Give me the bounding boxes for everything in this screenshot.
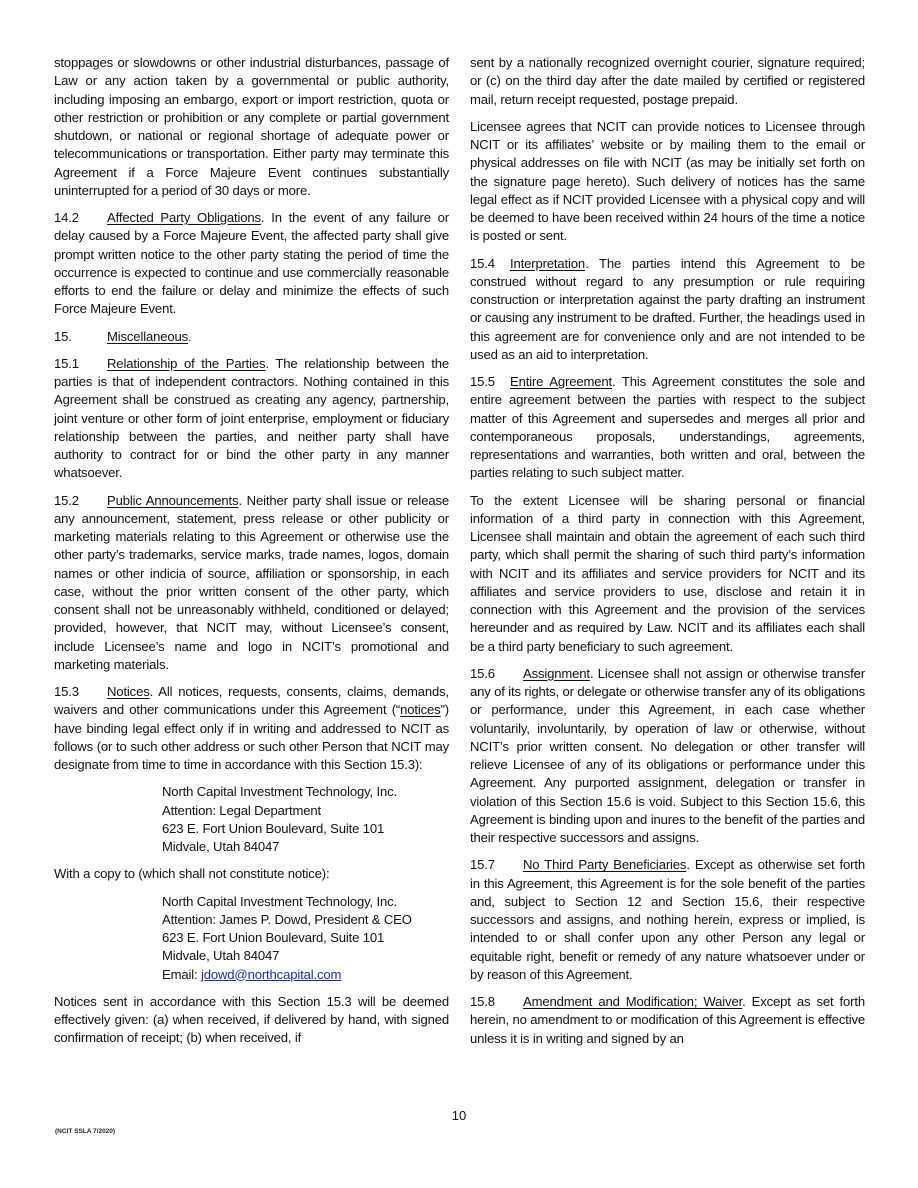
section-14-2 — [54, 209, 449, 319]
section-number: 15. — [54, 328, 72, 344]
section-body-continued: ”) have binding legal effect only if in writing and addressed to NCIT as follows (or to such other address or such other Person that NCIT may designate from time to time in accordance with this Section 15.3): — [54, 702, 449, 772]
section-number: 14.2 — [54, 210, 79, 225]
section-15-3 — [54, 683, 449, 774]
copy-to-line: With a copy to (which shall not constitute notice): — [54, 866, 330, 882]
address-line: Attention: Legal Department — [162, 802, 321, 818]
address-line: Attention: James P. Dowd, President & CEO — [162, 911, 412, 927]
email-label: Email: — [162, 966, 201, 982]
section-number: 15.7 — [470, 857, 495, 873]
section-heading: No Third Party Beneficiaries — [523, 857, 687, 873]
section-body: . All notices, requests, consents, claims, demands, waivers and other communications under this Agreement (“ — [54, 684, 449, 718]
paragraph-notices-sent: Notices sent in accordance with this Section 15.3 will be deemed effectively given: (a) when received, if delivered by hand, with signed confirmation of receipt; (b) when received, if — [54, 993, 449, 1046]
address-block-ceo — [162, 893, 449, 984]
section-number: 15.1 — [54, 355, 79, 371]
section-15-4 — [470, 255, 865, 365]
section-body: . The parties intend this Agreement to be construed without regard to any presumption or rule requiring construction or interpretation against the party drafting an instrument or causing any instrument to be drafted. Further, the headings used in this agreement are for convenience only and are not intended to be used as an aid to interpretation. — [470, 255, 865, 362]
section-15-8 — [470, 993, 865, 1048]
left-column — [54, 54, 449, 1057]
section-body: . The relationship between the parties is that of independent contractors. Nothing contained in this Agreement shall be construed as creating any agency, partnership, joint venture or other form of joint enterprise, employment or fiduciary relationship between the parties, and neither party shall have authority to contract for or bind the other party in any manner whatsoever. — [54, 355, 449, 481]
section-body: . Licensee shall not assign or otherwise transfer any of its rights, or delegate or otherwise transfer any of its obligations or performance, under this Agreement, in each case whether voluntarily, involuntarily, by operation of law or otherwise, without NCIT’s prior written consent. No delegation or other transfer will relieve Licensee of any of its obligations or performance under this Agreement. Any purported assignment, delegation or transfer in violation of this Section 15.6 is void. Subject to this Section 15.6, this Agreement is binding upon and inures to the benefit of the parties and their respective successors and assigns. — [470, 665, 865, 845]
section-body: . Except as otherwise set forth in this Agreement, this Agreement is for the sole benefit of the parties and, subject to Section 12 and Section 15.6, their respective successors and assigns, and nothing herein, express or implied, is intended to or shall confer upon any other Person any legal or equitable right, benefit or remedy of any nature whatsoever under or by reason of this Agreement. — [470, 857, 865, 982]
section-15-1 — [54, 355, 449, 483]
address-line: North Capital Investment Technology, Inc. — [162, 893, 397, 909]
section-body: . Except as set forth herein, no amendment to or modification of this Agreement is effective unless it is in writing and signed by an — [470, 994, 865, 1046]
section-15-6 — [470, 665, 865, 848]
section-heading: Assignment — [523, 665, 590, 681]
section-heading: Public Announcements — [107, 492, 239, 508]
section-heading: Amendment and Modification; Waiver — [523, 994, 743, 1009]
section-15-5 — [470, 373, 865, 483]
section-body: . This Agreement constitutes the sole and entire agreement between the parties with respect to the subject matter of this Agreement and supersedes and merges all prior and contemporaneous proposals, understandings, agreements, representations and warranties, both written and oral, between the parties relating to such subject matter. — [470, 374, 865, 481]
section-heading: Entire Agreement — [510, 374, 612, 389]
paragraph-licensee-agrees: Licensee agrees that NCIT can provide notices to Licensee through NCIT or its affiliates’ website or by mailing them to the email or physical addresses on file with NCIT (as may be initially set forth on the signature page hereto). Such delivery of notices has the same legal effect as if NCIT provided Licensee with a physical copy and will be deemed to have been received within 24 hours of the time a notice is posted or sent. — [470, 118, 865, 244]
address-line: 623 E. Fort Union Boulevard, Suite 101 — [162, 820, 385, 836]
address-block-legal — [162, 783, 449, 856]
section-number: 15.8 — [470, 994, 495, 1009]
section-number: 15.4 — [470, 255, 495, 271]
section-number: 15.2 — [54, 492, 79, 508]
email-line — [162, 966, 449, 984]
paragraph-force-majeure-continued: stoppages or slowdowns or other industrial disturbances, passage of Law or any action taken by a governmental or public authority, including imposing an embargo, export or import restriction, quota or other restriction or prohibition or any complete or partial government shutdown, or national or regional shortage of adequate power or telecommunications or transportation. Either party may terminate this Agreement if a Force Majeure Event continues substantially uninterrupted for a period of 30 days or more. — [54, 55, 449, 198]
section-number: 15.5 — [470, 374, 495, 389]
section-body: . In the event of any failure or delay caused by a Force Majeure Event, the affected party shall give prompt written notice to the other party stating the period of time the occurrence is expected to continue and use commercially reasonable efforts to end the failure or delay and minimize the effects of such Force Majeure Event. — [54, 210, 449, 317]
email-link[interactable]: jdowd@northcapital.com — [200, 966, 342, 982]
section-15-2 — [54, 492, 449, 675]
section-15-7 — [470, 856, 865, 984]
address-line: Midvale, Utah 84047 — [162, 839, 280, 854]
address-line: North Capital Investment Technology, Inc. — [162, 784, 397, 800]
paragraph-third-party-info: To the extent Licensee will be sharing personal or financial information of a third party in connection with this Agreement, Licensee shall maintain and obtain the agreement of each such third party, which shall permit the sharing of such third party’s information with NCIT and its affiliates and service providers for NCIT and its affiliates and service providers to use, disclose and retain it in connection with this Agreement and the provision of the services hereunder and as required by Law. NCIT and its affiliates each shall be a third party beneficiary to such agreement. — [470, 492, 865, 654]
section-heading: Notices — [107, 684, 150, 699]
defined-term: notices — [400, 702, 441, 718]
section-heading: Miscellaneous — [107, 328, 189, 344]
section-number: 15.3 — [54, 684, 79, 699]
page-number: 10 — [451, 1108, 467, 1123]
section-heading: Relationship of the Parties — [107, 355, 266, 371]
address-line: Midvale, Utah 84047 — [162, 948, 280, 964]
section-number: 15.6 — [470, 665, 495, 681]
section-15 — [54, 328, 449, 346]
section-body: . Neither party shall issue or release any announcement, statement, press release or other publicity or marketing materials relating to this Agreement or otherwise use the other party’s trademarks, service marks, trade names, logos, domain names or other indicia of source, affiliation or sponsorship, in each case, without the prior written consent of the other party, which consent shall not be unreasonably withheld, conditioned or delayed; provided, however, that NCIT may, without Licensee’s consent, include Licensee’s name and logo in NCIT’s promotional and marketing materials. — [54, 492, 449, 672]
section-body: . — [188, 328, 192, 344]
document-footer-code: (NCIT SSLA 7/2020) — [55, 1128, 116, 1135]
section-heading: Affected Party Obligations — [107, 210, 261, 225]
paragraph-notices-continued: sent by a nationally recognized overnight courier, signature required; or (c) on the third day after the date mailed by certified or registered mail, return receipt requested, postage prepaid. — [470, 55, 865, 107]
address-line: 623 E. Fort Union Boulevard, Suite 101 — [162, 930, 385, 945]
right-column — [470, 54, 865, 1057]
section-heading: Interpretation — [510, 255, 586, 271]
